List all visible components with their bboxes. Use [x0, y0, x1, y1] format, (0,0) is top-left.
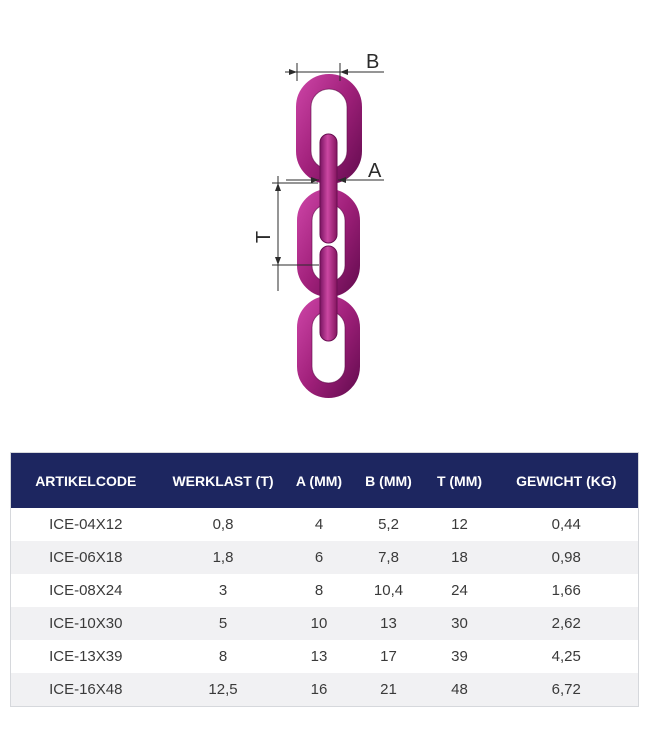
column-header-artikelcode: ARTIKELCODE — [11, 453, 161, 509]
cell-gewicht: 0,98 — [495, 541, 639, 574]
cell-t-mm: 12 — [425, 508, 495, 541]
cell-a-mm: 10 — [286, 607, 353, 640]
cell-t-mm: 30 — [425, 607, 495, 640]
table-row — [11, 607, 639, 640]
cell-artikelcode: ICE-13X39 — [11, 640, 161, 673]
spec-table — [10, 452, 639, 707]
table-row — [11, 673, 639, 707]
column-header-t-mm: T (MM) — [425, 453, 495, 509]
cell-werklast: 3 — [161, 574, 286, 607]
cell-t-mm: 48 — [425, 673, 495, 707]
cell-werklast: 12,5 — [161, 673, 286, 707]
table-row — [11, 640, 639, 673]
cell-t-mm: 24 — [425, 574, 495, 607]
cell-a-mm: 6 — [286, 541, 353, 574]
cell-b-mm: 10,4 — [353, 574, 425, 607]
table-row — [11, 541, 639, 574]
dimension-a-label: A — [368, 160, 382, 182]
cell-gewicht: 6,72 — [495, 673, 639, 707]
dimension-t-label: T — [253, 230, 275, 244]
column-header-gewicht: GEWICHT (KG) — [495, 453, 639, 509]
dimension-b-label: B — [366, 51, 380, 73]
chain-link-edge-lower — [320, 246, 337, 341]
cell-t-mm: 39 — [425, 640, 495, 673]
cell-werklast: 0,8 — [161, 508, 286, 541]
cell-b-mm: 5,2 — [353, 508, 425, 541]
table-header-row — [11, 453, 639, 509]
cell-a-mm: 8 — [286, 574, 353, 607]
cell-b-mm: 17 — [353, 640, 425, 673]
column-header-a-mm: A (MM) — [286, 453, 353, 509]
cell-b-mm: 13 — [353, 607, 425, 640]
cell-gewicht: 2,62 — [495, 607, 639, 640]
cell-artikelcode: ICE-06X18 — [11, 541, 161, 574]
cell-artikelcode: ICE-10X30 — [11, 607, 161, 640]
cell-a-mm: 4 — [286, 508, 353, 541]
cell-artikelcode: ICE-08X24 — [11, 574, 161, 607]
cell-werklast: 5 — [161, 607, 286, 640]
cell-b-mm: 21 — [353, 673, 425, 707]
cell-a-mm: 16 — [286, 673, 353, 707]
column-header-b-mm: B (MM) — [353, 453, 425, 509]
cell-artikelcode: ICE-16X48 — [11, 673, 161, 707]
cell-werklast: 1,8 — [161, 541, 286, 574]
cell-gewicht: 1,66 — [495, 574, 639, 607]
cell-gewicht: 0,44 — [495, 508, 639, 541]
chain-link-edge-upper — [320, 134, 337, 243]
table-row — [11, 508, 639, 541]
cell-b-mm: 7,8 — [353, 541, 425, 574]
cell-t-mm: 18 — [425, 541, 495, 574]
cell-werklast: 8 — [161, 640, 286, 673]
cell-a-mm: 13 — [286, 640, 353, 673]
cell-gewicht: 4,25 — [495, 640, 639, 673]
cell-artikelcode: ICE-04X12 — [11, 508, 161, 541]
table-row — [11, 574, 639, 607]
column-header-werklast: WERKLAST (T) — [161, 453, 286, 509]
